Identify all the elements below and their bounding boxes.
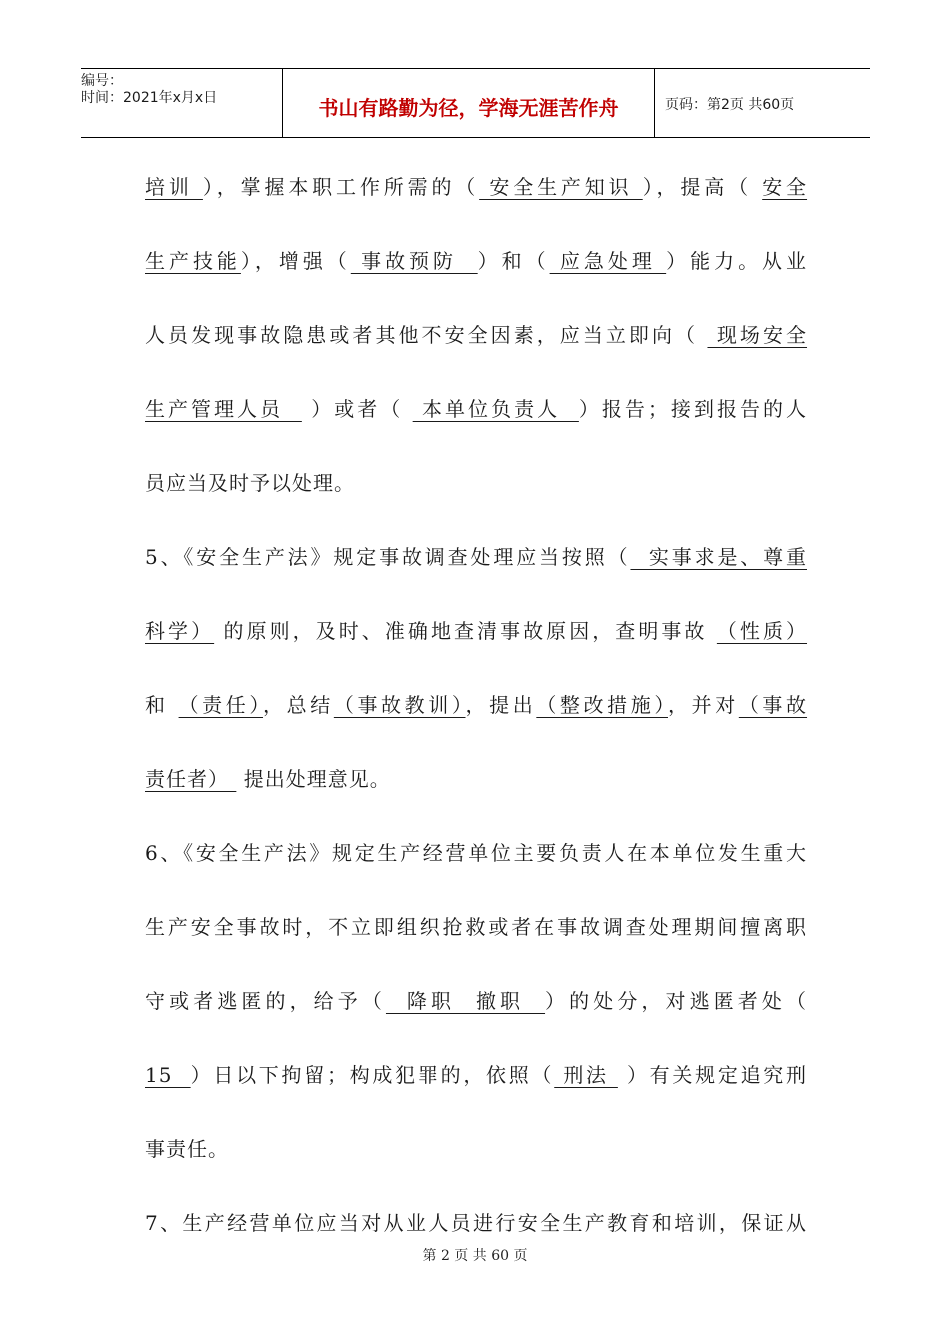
answer-blank: 15: [145, 1063, 191, 1087]
text-segment: ，并对: [667, 693, 739, 717]
text-segment: 6、《安全生产法》规定生产经营单位主要负责人在本单位发生重大: [145, 841, 807, 865]
answer-blank: 培训: [145, 175, 203, 199]
text-line: [145, 668, 807, 742]
header-motto: 书山有路勤为径，学海无涯苦作舟: [283, 69, 655, 137]
text-line: [145, 742, 807, 816]
answer-blank: 生产技能: [145, 249, 241, 273]
text-segment: 5、《安全生产法》规定事故调查处理应当按照（: [145, 545, 631, 569]
page-footer: 第 2 页 共 60 页: [422, 1248, 528, 1264]
text-line: [145, 446, 807, 520]
answer-blank: 降职 撤职: [385, 989, 546, 1013]
answer-blank: 现场安全: [707, 323, 808, 347]
text-line: [145, 298, 807, 372]
text-segment: ），提高（: [642, 175, 763, 199]
answer-blank: 责任者）: [145, 767, 237, 791]
text-line: [145, 1038, 807, 1112]
answer-blank: 生产管理人员: [145, 397, 302, 421]
text-segment: ，总结: [263, 693, 334, 717]
answer-blank: 应急处理: [549, 249, 667, 273]
text-line: [145, 1112, 807, 1186]
answer-blank: （性质）: [716, 619, 808, 643]
answer-blank: 科学）: [145, 619, 215, 643]
text-segment: ），掌握本职工作所需的（: [202, 175, 480, 199]
answer-blank: 实事求是、尊重: [630, 545, 807, 569]
text-segment: 提出处理意见。: [236, 767, 391, 791]
code-label: 编号：: [81, 73, 123, 89]
text-segment: ）或者（: [301, 397, 413, 421]
text-segment: 事责任。: [145, 1137, 229, 1161]
answer-blank: （责任）: [178, 693, 264, 717]
text-segment: ）报告；接到报告的人: [578, 397, 808, 421]
text-segment: 和: [145, 693, 179, 717]
text-segment: ），增强（: [240, 249, 351, 273]
text-segment: ）和（: [477, 249, 550, 273]
text-segment: ）有关规定追究刑: [617, 1063, 808, 1087]
text-segment: ）日以下拘留；构成犯罪的，依照（: [190, 1063, 555, 1087]
text-segment: ，提出: [465, 693, 537, 717]
answer-blank: 本单位负责人: [412, 397, 579, 421]
text-line: [145, 520, 807, 594]
text-segment: 守或者逃匿的，给予（: [145, 989, 386, 1013]
answer-blank: 安全: [762, 175, 808, 199]
answer-blank: （事故教训）: [333, 693, 466, 717]
answer-blank: （事故: [738, 693, 808, 717]
text-line: [145, 372, 807, 446]
text-segment: ）的处分，对逃匿者处（: [545, 989, 807, 1013]
text-line: [145, 816, 807, 890]
answer-blank: 事故预防: [350, 249, 478, 273]
text-segment: 员应当及时予以处理。: [145, 471, 355, 495]
text-segment: 人员发现事故隐患或者其他不安全因素，应当立即向（: [145, 323, 708, 347]
text-line: [145, 890, 807, 964]
text-line: [145, 150, 807, 224]
time-label: 时间：2021年x月x日: [81, 90, 218, 106]
answer-blank: 安全生产知识: [479, 175, 643, 199]
text-line: [145, 224, 807, 298]
text-segment: 生产安全事故时，不立即组织抢救或者在事故调查处理期间擅离职: [145, 915, 807, 939]
text-line: [145, 594, 807, 668]
answer-blank: 刑法: [554, 1063, 618, 1087]
text-line: [145, 964, 807, 1038]
header-page-info: 页码：第2页 共60页: [665, 97, 795, 113]
text-segment: ）能力。从业: [666, 249, 808, 273]
answer-blank: （整改措施）: [536, 693, 668, 717]
document-body: [145, 150, 807, 1260]
page-header: [81, 68, 870, 138]
text-segment: 7、生产经营单位应当对从业人员进行安全生产教育和培训，保证从: [145, 1211, 807, 1235]
text-segment: 的原则，及时、准确地查清事故原因，查明事故: [214, 619, 717, 643]
header-meta: [81, 69, 283, 137]
